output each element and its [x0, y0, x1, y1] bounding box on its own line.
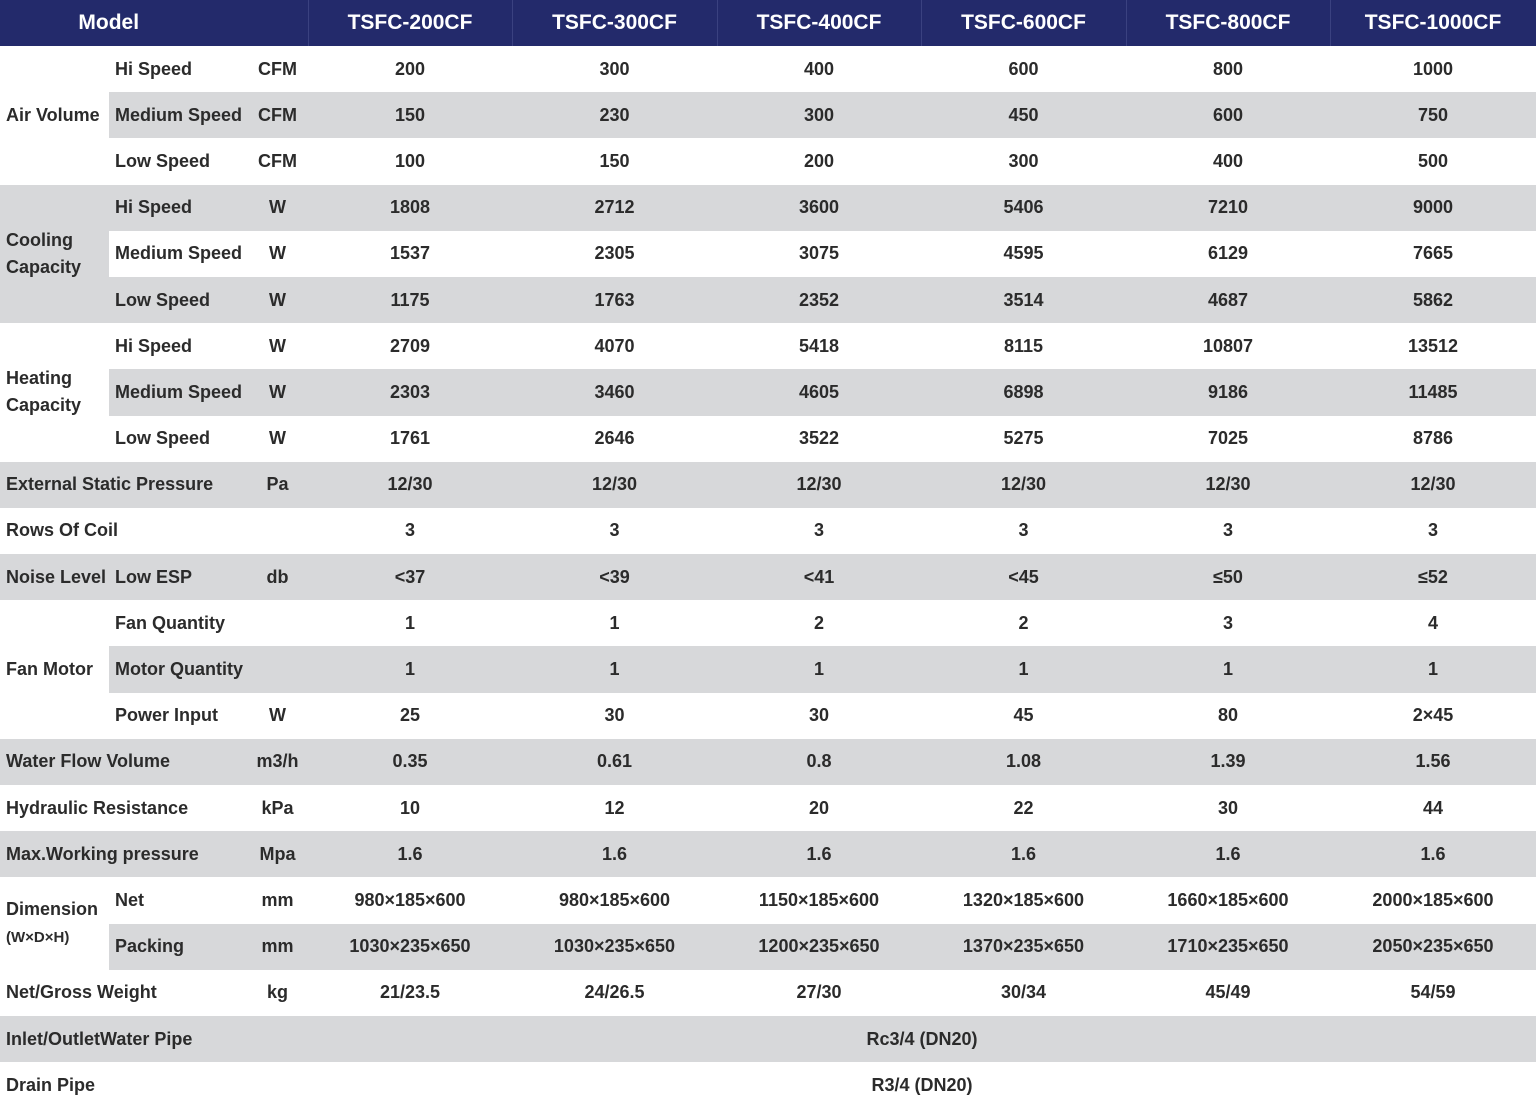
cell: 1030×235×650: [512, 924, 717, 970]
cell: 150: [599, 150, 630, 171]
cell: 1.56: [1330, 739, 1536, 785]
cell: 2050×235×650: [1330, 924, 1536, 970]
cell: 4595: [1003, 243, 1044, 264]
cell: 750: [1330, 92, 1536, 138]
cooling-hi-row: [0, 185, 1536, 231]
cell: 4: [1427, 612, 1438, 633]
cell: 20: [808, 797, 830, 818]
cell: 1660×185×600: [1167, 889, 1289, 910]
cell: 300: [599, 58, 630, 79]
cell: 1150×185×600: [758, 889, 880, 910]
cell: 1.08: [921, 739, 1126, 785]
cooling-label-line2: Capacity: [6, 256, 82, 277]
cell: 1.6: [921, 831, 1126, 877]
cell: 44: [1422, 797, 1444, 818]
model-col-6: TSFC-1000CF: [1330, 0, 1536, 46]
cell: 13512: [1407, 335, 1459, 356]
cell: 230: [512, 92, 717, 138]
cell: 12/30: [921, 462, 1126, 508]
cell: 3: [813, 520, 824, 541]
cell: 1.39: [1126, 739, 1330, 785]
cell: 9000: [1330, 185, 1536, 231]
cell: 200: [803, 150, 835, 171]
cooling-label-line1: Cooling: [6, 229, 73, 250]
cell: 1.6: [308, 831, 512, 877]
cell: 1.6: [1330, 831, 1536, 877]
cell: 4605: [717, 369, 921, 415]
cell: 2305: [594, 243, 635, 264]
row-sub-label: Net: [115, 889, 145, 910]
cell: 1763: [512, 277, 717, 323]
row-sub-label: Power Input: [115, 705, 218, 726]
cell: 30: [604, 705, 625, 726]
cell: 10807: [1202, 335, 1254, 356]
cell: 980×185×600: [558, 889, 671, 910]
row-unit: W: [269, 243, 286, 264]
drain-pipe-row: [0, 1062, 1536, 1108]
cell: ≤52: [1330, 554, 1536, 600]
cell: 8786: [1412, 428, 1454, 449]
row-unit: Mpa: [247, 831, 308, 877]
power-input-row: [0, 693, 1536, 739]
row-unit: db: [247, 554, 308, 600]
cell: 12: [604, 797, 625, 818]
row-sub-label: Low Speed: [115, 150, 211, 171]
cooling-low-row: [0, 277, 1536, 323]
cell: 1: [308, 646, 512, 692]
row-label: Net/Gross Weight: [6, 982, 157, 1003]
cell: 600: [1008, 58, 1039, 79]
row-unit: W: [247, 277, 308, 323]
max-working-pressure-row: [0, 831, 1536, 877]
cell: 2709: [389, 335, 431, 356]
cooling-capacity-label: [0, 185, 109, 324]
cell: 30: [808, 705, 830, 726]
cell: 450: [921, 92, 1126, 138]
cell: 12/30: [717, 462, 921, 508]
row-unit: kPa: [261, 797, 294, 818]
hydraulic-resistance-row: [0, 785, 1536, 831]
cell: 12/30: [512, 462, 717, 508]
row-unit: W: [269, 335, 286, 356]
cell: 8115: [1003, 335, 1044, 356]
cell: 12/30: [308, 462, 512, 508]
cell: 7665: [1412, 243, 1454, 264]
row-label: Inlet/OutletWater Pipe: [0, 1016, 308, 1062]
fan-quantity-row: [0, 600, 1536, 646]
cell: <37: [308, 554, 512, 600]
cell: 1: [512, 646, 717, 692]
header-row: [0, 0, 1536, 46]
row-label: Rows Of Coil: [6, 520, 118, 541]
row-unit: CFM: [247, 92, 308, 138]
row-unit: W: [247, 369, 308, 415]
air-volume-hi-row: [0, 46, 1536, 92]
cell: 150: [308, 92, 512, 138]
row-unit: W: [247, 185, 308, 231]
cell: 12/30: [1330, 462, 1536, 508]
row-unit: [247, 646, 308, 692]
cell: 1: [609, 612, 620, 633]
dimension-packing-row: [0, 924, 1536, 970]
rows-of-coil-row: [0, 508, 1536, 554]
cell: 1200×235×650: [717, 924, 921, 970]
cell: 1808: [308, 185, 512, 231]
dimension-net-row: [0, 877, 1536, 923]
model-col-5: TSFC-800CF: [1126, 0, 1330, 46]
cell: 2646: [594, 428, 635, 449]
row-sub-label: Packing: [109, 924, 247, 970]
fan-motor-label: Fan Motor: [0, 600, 109, 739]
cell: 12/30: [1126, 462, 1330, 508]
cell: 0.8: [717, 739, 921, 785]
model-col-2: TSFC-300CF: [512, 0, 717, 46]
row-unit: W: [269, 428, 286, 449]
net-gross-weight-row: [0, 970, 1536, 1016]
cell: 6898: [921, 369, 1126, 415]
cell: 200: [394, 58, 426, 79]
row-unit: mm: [261, 889, 294, 910]
cell: 1: [717, 646, 921, 692]
heating-label-line1: Heating: [6, 368, 73, 389]
cell: 3: [404, 520, 415, 541]
cell: 6129: [1207, 243, 1249, 264]
cell: 5275: [1003, 428, 1044, 449]
cell: 400: [1212, 150, 1244, 171]
row-unit: CFM: [258, 58, 297, 79]
cell: 1.6: [512, 831, 717, 877]
cell: 1320×185×600: [962, 889, 1085, 910]
cell: 600: [1126, 92, 1330, 138]
cell: 1: [1126, 646, 1330, 692]
model-col-3: TSFC-400CF: [717, 0, 921, 46]
cell: 1: [404, 612, 415, 633]
cell: 45: [1013, 705, 1034, 726]
cell: 100: [394, 150, 426, 171]
cell: 3075: [798, 243, 840, 264]
model-header: Model: [0, 0, 308, 46]
cell: 2: [813, 612, 824, 633]
cell: 3600: [717, 185, 921, 231]
row-unit: [247, 600, 308, 646]
heating-hi-row: [0, 323, 1536, 369]
row-label: Water Flow Volume: [0, 739, 247, 785]
cell: 54/59: [1410, 982, 1456, 1003]
drain-pipe-value: R3/4 (DN20): [871, 1074, 973, 1095]
external-static-pressure-row: [0, 462, 1536, 508]
model-col-4: TSFC-600CF: [921, 0, 1126, 46]
cell: ≤50: [1126, 554, 1330, 600]
row-label: Drain Pipe: [6, 1074, 96, 1095]
air-volume-low-row: [0, 138, 1536, 184]
cell: <41: [717, 554, 921, 600]
cell: 2352: [717, 277, 921, 323]
row-unit: [247, 508, 308, 554]
cell: 2: [1018, 612, 1029, 633]
cell: 7025: [1207, 428, 1249, 449]
cell: 5862: [1330, 277, 1536, 323]
heating-label-line2: Capacity: [6, 395, 82, 416]
cell: 500: [1417, 150, 1449, 171]
cell: 10: [399, 797, 421, 818]
cell: 1.6: [717, 831, 921, 877]
cell: <45: [921, 554, 1126, 600]
cell: 11485: [1330, 369, 1536, 415]
cell: 3522: [798, 428, 840, 449]
air-volume-medium-row: [0, 92, 1536, 138]
cell: 30/34: [1000, 982, 1047, 1003]
cooling-medium-row: [0, 231, 1536, 277]
cell: 2303: [308, 369, 512, 415]
water-flow-volume-row: [0, 739, 1536, 785]
cell: 980×185×600: [354, 889, 466, 910]
row-unit: mm: [247, 924, 308, 970]
cell: 2×45: [1412, 705, 1454, 726]
cell: 80: [1217, 705, 1239, 726]
cell: 3: [1427, 520, 1438, 541]
cell: 1537: [389, 243, 431, 264]
cell: 3460: [512, 369, 717, 415]
dimension-label-line1: Dimension: [6, 899, 99, 920]
motor-quantity-row: [0, 646, 1536, 692]
row-unit: m3/h: [247, 739, 308, 785]
cell: 300: [717, 92, 921, 138]
dimension-label-line2: (W×D×H): [6, 929, 70, 947]
cell: 45/49: [1205, 982, 1251, 1003]
cell: 800: [1212, 58, 1244, 79]
cell: 2000×185×600: [1372, 889, 1494, 910]
row-label: External Static Pressure: [0, 462, 247, 508]
cell: 4687: [1126, 277, 1330, 323]
cell: 1761: [389, 428, 431, 449]
cell: 400: [803, 58, 835, 79]
inlet-outlet-pipe-value: Rc3/4 (DN20): [308, 1016, 1536, 1062]
heating-medium-row: [0, 369, 1536, 415]
cell: 0.61: [512, 739, 717, 785]
cell: 300: [1008, 150, 1039, 171]
cell: 22: [1013, 797, 1034, 818]
row-sub-label: Motor Quantity: [109, 646, 247, 692]
cell: 1000: [1412, 58, 1454, 79]
row-unit: W: [269, 705, 286, 726]
row-label: Hydraulic Resistance: [6, 797, 189, 818]
cell: 1175: [308, 277, 512, 323]
cell: 1: [1330, 646, 1536, 692]
cell: 2712: [512, 185, 717, 231]
cell: 30: [1217, 797, 1239, 818]
row-unit: Pa: [247, 462, 308, 508]
row-label: Noise Level: [0, 554, 109, 600]
row-label: Max.Working pressure: [0, 831, 247, 877]
model-col-1: TSFC-200CF: [308, 0, 512, 46]
cell: 3: [1222, 612, 1233, 633]
cell: 9186: [1126, 369, 1330, 415]
row-sub-label: Hi Speed: [115, 58, 193, 79]
cell: 4070: [594, 335, 635, 356]
inlet-outlet-pipe-row: [0, 1016, 1536, 1062]
heating-capacity-label: [0, 323, 109, 462]
cell: 0.35: [308, 739, 512, 785]
row-sub-label: Hi Speed: [115, 335, 193, 356]
cell: <39: [512, 554, 717, 600]
row-sub-label: Fan Quantity: [115, 612, 226, 633]
cell: 1: [921, 646, 1126, 692]
row-sub-label: Low ESP: [109, 554, 247, 600]
row-sub-label: Low Speed: [109, 277, 247, 323]
cell: 7210: [1126, 185, 1330, 231]
row-sub-label: Medium Speed: [109, 369, 247, 415]
cell: 5406: [921, 185, 1126, 231]
cell: 5418: [798, 335, 840, 356]
cell: 25: [399, 705, 421, 726]
cell: 1710×235×650: [1126, 924, 1330, 970]
row-unit: CFM: [258, 150, 297, 171]
row-unit: kg: [266, 982, 288, 1003]
cell: 24/26.5: [584, 982, 645, 1003]
air-volume-label: Air Volume: [0, 46, 109, 185]
cell: 1030×235×650: [308, 924, 512, 970]
noise-level-row: [0, 554, 1536, 600]
cell: 21/23.5: [379, 982, 441, 1003]
cell: 3: [1018, 520, 1029, 541]
heating-low-row: [0, 416, 1536, 462]
cell: 1.6: [1126, 831, 1330, 877]
cell: 1370×235×650: [921, 924, 1126, 970]
row-sub-label: Medium Speed: [115, 243, 243, 264]
cell: 3: [609, 520, 620, 541]
row-sub-label: Medium Speed: [109, 92, 247, 138]
dimension-label: [0, 877, 109, 969]
row-sub-label: Low Speed: [115, 428, 211, 449]
row-sub-label: Hi Speed: [109, 185, 247, 231]
cell: 27/30: [796, 982, 842, 1003]
cell: 3: [1222, 520, 1233, 541]
cell: 3514: [921, 277, 1126, 323]
